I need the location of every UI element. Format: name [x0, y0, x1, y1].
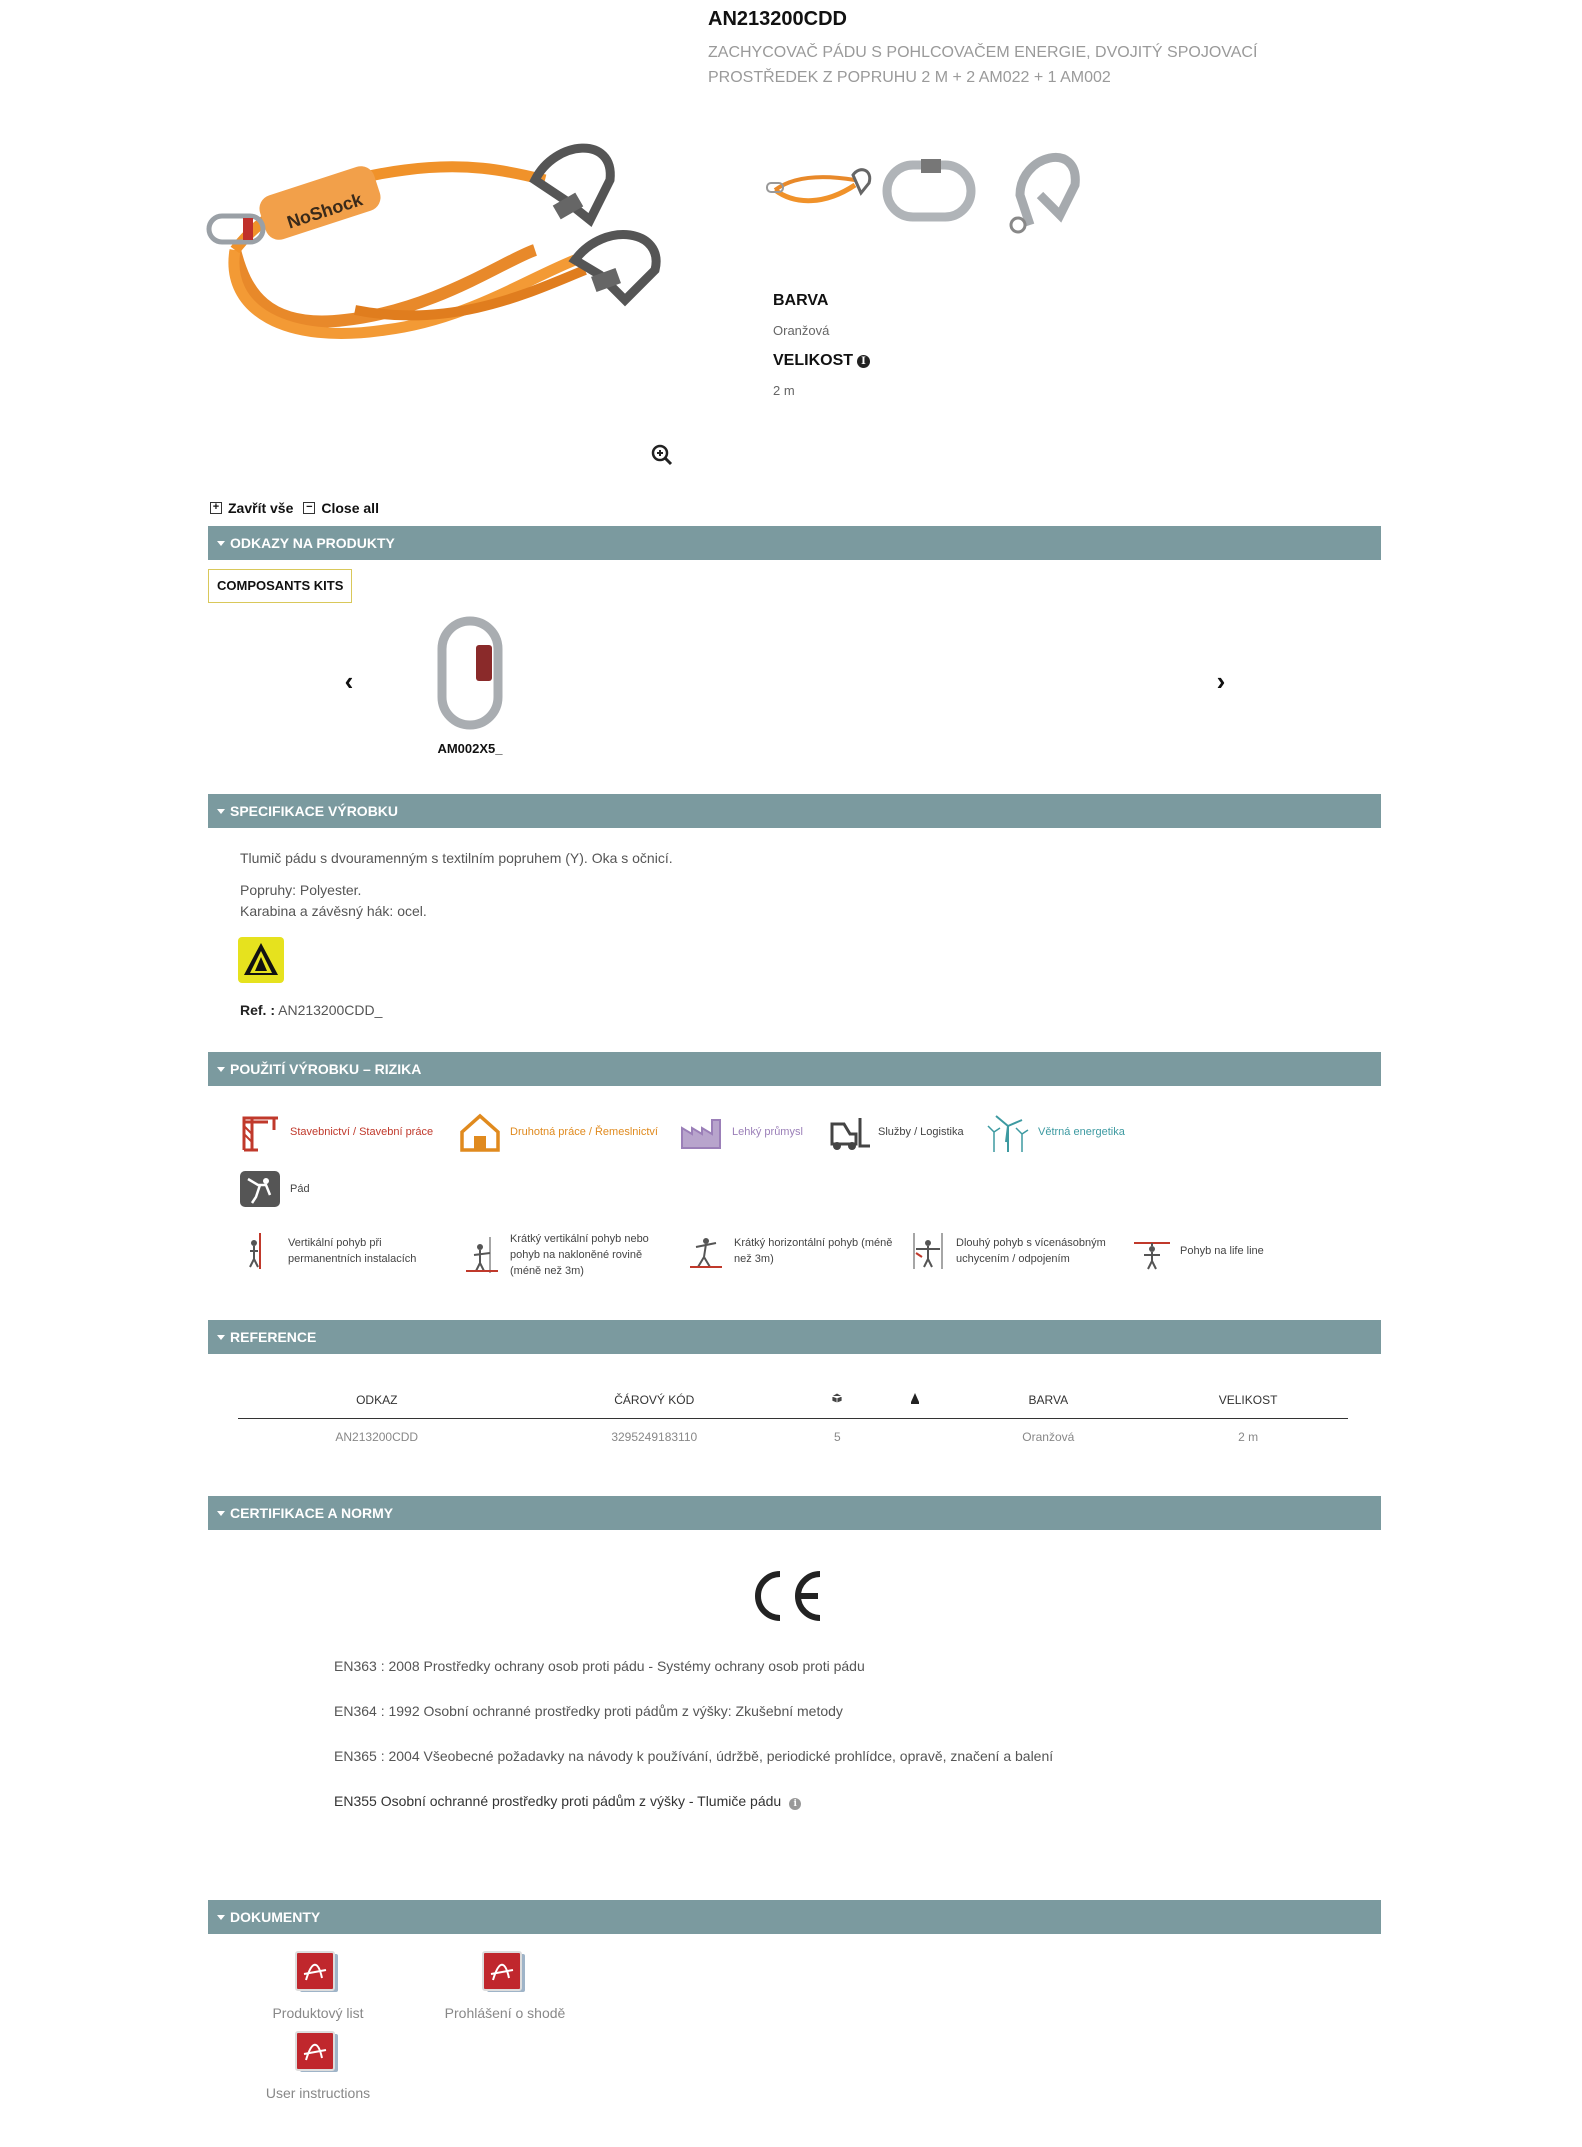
sector-construction — [238, 1112, 433, 1152]
movement-long-multiple — [908, 1231, 1118, 1271]
noshock-logo: NoShock — [284, 189, 365, 233]
thumbnail-hook[interactable] — [990, 135, 1100, 245]
col-reference: ODKAZ — [238, 1382, 516, 1418]
pdf-icon — [294, 1950, 342, 1996]
table-header-row — [238, 1382, 1348, 1418]
table-row — [238, 1418, 1348, 1456]
sector-wind-energy — [986, 1112, 1125, 1152]
movement-label: Krátký horizontální pohyb (méně než 3m) — [734, 1237, 893, 1265]
norm-en364: EN364 : 1992 Osobní ochranné prostředky proti pádům z výšky: Zkušební metody — [334, 1703, 843, 1719]
house-icon — [458, 1112, 502, 1152]
section-product-spec[interactable]: SPECIFIKACE VÝROBKU — [208, 794, 1381, 828]
close-all-label: Close all — [321, 500, 379, 516]
cell-reference: AN213200CDD — [335, 1430, 419, 1445]
product-main-image[interactable] — [205, 140, 685, 340]
document-label: User instructions — [265, 2085, 371, 2101]
movement-label: Pohyb na life line — [1180, 1245, 1264, 1257]
stack-icon — [909, 1392, 921, 1404]
risk-label: Pád — [290, 1183, 310, 1195]
col-size: VELIKOST — [1148, 1382, 1348, 1418]
carousel-next-button[interactable]: › — [1216, 666, 1226, 696]
sector-label: Větrná energetika — [1038, 1126, 1125, 1138]
minus-icon: − — [303, 502, 315, 514]
tab-composants-kits[interactable]: COMPOSANTS KITS — [208, 569, 352, 603]
movement-vertical-permanent — [240, 1231, 440, 1271]
col-pallet — [882, 1382, 949, 1418]
wind-turbine-icon — [986, 1112, 1030, 1152]
reference-table — [238, 1382, 1348, 1456]
carousel-prev-button[interactable]: ‹ — [344, 666, 354, 696]
document-label: Prohlášení o shodě — [444, 2005, 566, 2021]
norm-en363: EN363 : 2008 Prostředky ochrany osob proti pádu - Systémy ochrany osob proti pádu — [334, 1658, 865, 1674]
carabiner-image — [430, 615, 510, 730]
section-certification[interactable]: CERTIFIKACE A NORMY — [208, 1496, 1381, 1530]
movement-short-vertical — [462, 1231, 672, 1279]
size-value: 2 m — [773, 383, 795, 398]
long-movement-icon — [908, 1231, 948, 1271]
norm-en355-row — [334, 1793, 801, 1810]
movement-label: Vertikální pohyb při permanentních instalacích — [288, 1237, 417, 1265]
sector-logistics — [826, 1112, 964, 1152]
spec-material-straps: Popruhy: Polyester. — [240, 882, 362, 898]
sector-light-industry — [680, 1112, 803, 1152]
document-declaration-of-conformity[interactable] — [425, 1950, 585, 2021]
box-icon — [831, 1392, 843, 1404]
col-box — [793, 1382, 882, 1418]
section-usage-risks[interactable]: POUŽITÍ VÝROBKU – RIZIKA — [208, 1052, 1381, 1086]
pdf-icon — [294, 2030, 342, 2076]
product-reference: AN213200CDD — [708, 8, 847, 30]
open-all-toggle[interactable] — [210, 500, 293, 516]
section-product-links[interactable]: ODKAZY NA PRODUKTY — [208, 526, 1381, 560]
movement-life-line — [1132, 1231, 1302, 1271]
spec-ref-value: AN213200CDD_ — [278, 1002, 383, 1018]
open-all-label: Zavřít vše — [228, 500, 294, 516]
color-label: BARVA — [773, 292, 829, 309]
expand-collapse-controls — [210, 500, 379, 516]
carousel-item[interactable] — [425, 615, 515, 756]
cell-size: 2 m — [1238, 1430, 1259, 1445]
col-color: BARVA — [948, 1382, 1148, 1418]
size-label: VELIKOST — [773, 352, 854, 369]
fall-icon — [238, 1169, 282, 1209]
life-line-icon — [1132, 1231, 1172, 1271]
sector-crafts — [458, 1112, 658, 1152]
forklift-icon — [826, 1112, 870, 1152]
norm-en355: EN355 Osobní ochranné prostředky proti pádům z výšky - Tlumiče pádu — [334, 1793, 782, 1809]
document-product-sheet[interactable] — [238, 1950, 398, 2021]
sector-label: Druhotná práce / Řemeslnictví — [510, 1126, 658, 1138]
short-vertical-movement-icon — [462, 1235, 502, 1275]
factory-icon — [680, 1112, 724, 1152]
norm-en365: EN365 : 2004 Všeobecné požadavky na návody k používání, údržbě, periodické prohlídce, opravě, značení a balení — [334, 1748, 1054, 1764]
horizontal-movement-icon — [686, 1231, 726, 1271]
document-user-instructions[interactable] — [238, 2030, 398, 2101]
color-value: Oranžová — [773, 323, 830, 338]
close-all-toggle[interactable] — [303, 500, 379, 516]
movement-label: Dlouhý pohyb s vícenásobným uchycením / odpojením — [956, 1237, 1106, 1265]
vertical-movement-icon — [240, 1231, 280, 1271]
cell-color: Oranžová — [1022, 1430, 1075, 1445]
pdf-icon — [481, 1950, 529, 1996]
cell-barcode: 3295249183110 — [611, 1430, 698, 1445]
document-label: Produktový list — [272, 2005, 364, 2021]
spec-description: Tlumič pádu s dvouramenným s textilním popruhem (Y). Oka s očnicí. — [240, 850, 673, 866]
cell-box-qty: 5 — [834, 1430, 841, 1445]
col-barcode: ČÁROVÝ KÓD — [516, 1382, 794, 1418]
size-label-row — [773, 352, 870, 370]
zoom-icon[interactable] — [650, 443, 674, 467]
sector-label: Stavebnictví / Stavební práce — [290, 1126, 434, 1138]
section-documents[interactable]: DOKUMENTY — [208, 1900, 1381, 1934]
cell-pallet-qty — [882, 1418, 949, 1456]
section-reference[interactable]: REFERENCE — [208, 1320, 1381, 1354]
delta-plus-logo-icon — [238, 937, 284, 983]
ce-mark-icon — [748, 1568, 824, 1624]
plus-icon: + — [210, 502, 222, 514]
carousel-item-label: AM002X5_ — [437, 741, 503, 756]
crane-icon — [238, 1112, 282, 1152]
risk-fall — [238, 1169, 310, 1209]
thumbnail-carabiner[interactable] — [875, 135, 985, 245]
product-title: ZACHYCOVAČ PÁDU S POHLCOVAČEM ENERGIE, DVOJITÝ SPOJOVACÍ PROSTŘEDEK Z POPRUHU 2 M + 2 AM022 + 1 AM002 — [708, 44, 1258, 86]
sector-label: Služby / Logistika — [878, 1126, 964, 1138]
movement-label: Krátký vertikální pohyb nebo pohyb na nakloněné rovině (méně než 3m) — [510, 1233, 649, 1277]
info-icon[interactable]: i — [789, 1798, 801, 1810]
spec-material-hooks: Karabina a závěsný hák: ocel. — [240, 903, 427, 919]
thumbnail-lanyard[interactable] — [765, 135, 875, 245]
sector-label: Lehký průmysl — [732, 1126, 803, 1138]
info-icon[interactable]: I — [857, 355, 870, 368]
movement-short-horizontal — [686, 1231, 896, 1271]
spec-reference — [240, 1002, 382, 1018]
spec-ref-label: Ref. : — [240, 1002, 275, 1018]
